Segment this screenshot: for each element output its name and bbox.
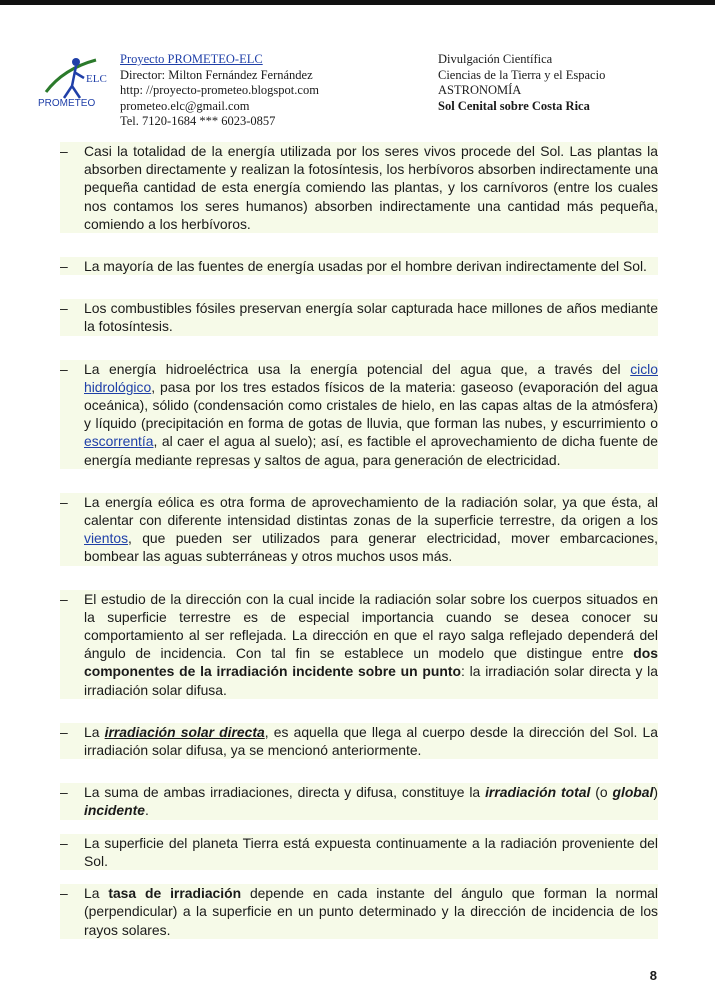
category-text: Divulgación Científica [438,52,553,66]
escorrentia-link[interactable]: escorrentía [84,433,154,450]
page-header [36,52,676,128]
list-item [60,360,658,469]
term-irradiacion-total: irradiación total [485,784,591,801]
term-incidente: incidente [84,802,145,819]
bullet-dash: – [60,258,68,275]
prometeo-logo [36,52,114,114]
paragraph: La tasa de irradiación depende en cada instante del ángulo que forman la normal (perpendicular) a la superficie en un punto determinado y la dirección de incidencia de los rayos solares. [84,885,658,938]
list-item [60,884,658,939]
project-link[interactable]: Proyecto PROMETEO-ELC [120,52,263,66]
bullet-dash: – [60,360,68,377]
term-global: global [612,784,654,801]
bullet-dash: – [60,834,68,851]
paragraph: La suma de ambas irradiaciones, directa y difusa, constituye la irradiación total (o global) incidente. [84,784,659,819]
top-border [0,0,715,5]
bullet-dash: – [60,300,68,317]
list-item [60,299,658,335]
document-body [60,142,658,953]
paragraph: La energía hidroeléctrica usa la energía potencial del agua que, a través del ciclo hidrológico, pasa por los tres estados físicos de la materia: gaseoso (evaporación del agua oceánica), sólido (condensación como cristales de hielo, en las capas altas de la atmósfera) y líquido (precipitación en forma de gotas de lluvia, que forman las nubes, y escurrimiento o escorrentía, al caer el agua al suelo); así, es factible el aprovechamiento de dicha fuente de energía mediante represas y saltos de agua, para generación de electricidad. [84,360,658,468]
term-tasa-irradiacion: tasa de irradiación [108,885,242,902]
list-item [60,142,658,233]
list-item [60,783,658,819]
list-item [60,834,658,870]
list-item [60,493,658,566]
list-item [60,723,658,759]
svg-text:ELC: ELC [86,73,107,85]
email-text: prometeo.elc@gmail.com [120,98,250,113]
phone-text: Tel. 7120-1684 *** 6023-0857 [120,114,276,128]
doc-title: Sol Cenital sobre Costa Rica [438,98,590,113]
paragraph: Los combustibles fósiles preservan energía solar capturada hace millones de años mediante la fotosíntesis. [84,300,658,335]
blog-url: http: //proyecto-prometeo.blogspot.com [120,83,319,97]
svg-text:PROMETEO: PROMETEO [38,98,96,109]
paragraph: El estudio de la dirección con la cual incide la radiación solar sobre los cuerpos situados en la superficie terrestre es de especial importancia cuando se desea conocer su comportamiento al ser reflejada. La dirección en que el rayo salga reflejado dependerá del ángulo de incidencia. Con tal fin se establece un modelo que distingue entre dos componentes de la irradiación incidente sobre un punto: la irradiación solar directa y la irradiación solar difusa. [84,590,658,698]
bullet-dash: – [60,723,68,740]
page-number: 8 [649,968,657,983]
bullet-dash: – [60,885,68,902]
bullet-dash: – [60,590,68,607]
paragraph: Casi la totalidad de la energía utilizada por los seres vivos procede del Sol. Las plantas la absorben directamente y realizan la fotosíntesis, los herbívoros absorben indirectamente una pequeña cantidad de esta energía comiendo las plantas, y los carnívoros (entre los cuales nos contamos los seres humanos) absorben indirectamente una cantidad más pequeña, comiendo a los herbívoros. [84,143,658,232]
paragraph: La irradiación solar directa, es aquella que llega al cuerpo desde la dirección del Sol. La irradiación solar difusa, ya se mencionó anteriormente. [84,723,659,759]
ciclo-hidrologico-link[interactable]: ciclo hidrológico [84,360,658,395]
term-irradiacion-directa: irradiación solar directa [104,723,265,740]
bullet-dash: – [60,493,68,510]
vientos-link[interactable]: vientos [84,530,129,547]
paragraph: La energía eólica es otra forma de aprovechamiento de la radiación solar, ya que ésta, al calentar con diferente intensidad distintas zonas de la superficie terrestre, da origen a los vientos, que pueden ser utilizados para generar electricidad, mover embarcaciones, bombear las aguas subterráneas y otros muchos usos más. [84,493,658,565]
director-text: Director: Milton Fernández Fernández [120,67,313,82]
list-item [60,590,658,699]
list-item [60,257,658,275]
bullet-dash: – [60,143,68,159]
paragraph: La superficie del planeta Tierra está expuesta continuamente a la radiación proveniente del Sol. [84,834,658,869]
paragraph: La mayoría de las fuentes de energía usadas por el hombre derivan indirectamente del Sol. [84,258,647,275]
bullet-dash: – [60,784,68,801]
subject-text: Ciencias de la Tierra y el Espacio [438,67,606,82]
field-text: ASTRONOMÍA [438,83,522,97]
bold-phrase: dos componentes de la irradiación incidente sobre un punto [84,645,658,680]
